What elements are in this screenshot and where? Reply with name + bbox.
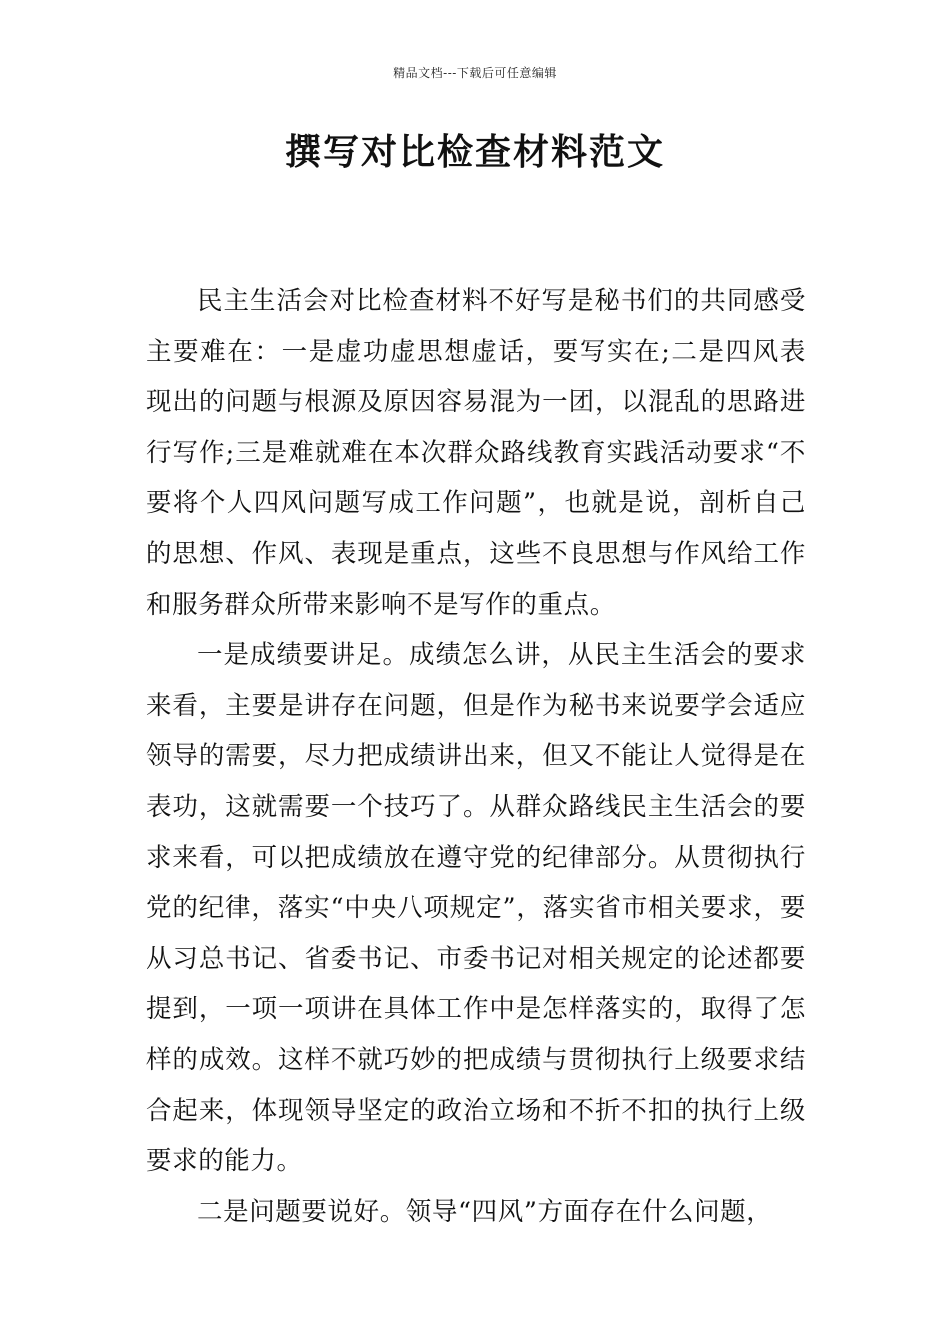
paragraph-problems: 二是问题要说好。领导“四风”方面存在什么问题， [197,1196,773,1227]
paragraph-achievements: 一是成绩要讲足。成绩怎么讲，从民主生活会的要求来看，主要是讲存在问题，但是作为秘书来说要学会适应领导的需要，尽力把成绩讲出来，但又不能让人觉得是在表功，这就需要一个技巧了。从群众路线民主生活会的要求来看，可以把成绩放在遵守党的纪律部分。从贯彻执行党的纪律，落实“中央八项规定”，落实省市相关要求，要从习总书记、省委书记、市委书记对相关规定的论述都要提到，一项一项讲在具体工作中是怎样落实的，取得了怎样的成效。这样不就巧妙的把成绩与贯彻执行上级要求结合起来，体现领导坚定的政治立场和不折不扣的执行上级要求的能力。 [146,640,806,1177]
header-note: 精品文档---下载后可任意编辑 [393,66,557,80]
document-title: 撰写对比检查材料范文 [284,132,665,173]
paragraph-intro: 民主生活会对比检查材料不好写是秘书们的共同感受主要难在：一是虚功虚思想虚话，要写实在;二是四风表现出的问题与根源及原因容易混为一团，以混乱的思路进行写作;三是难就难在本次群众路线教育实践活动要求“不要将个人四风问题写成工作问题”，也就是说，剖析自己的思想、作风、表现是重点，这些不良思想与作风给工作和服务群众所带来影响不是写作的重点。 [146,286,806,620]
document-body [146,276,806,1237]
